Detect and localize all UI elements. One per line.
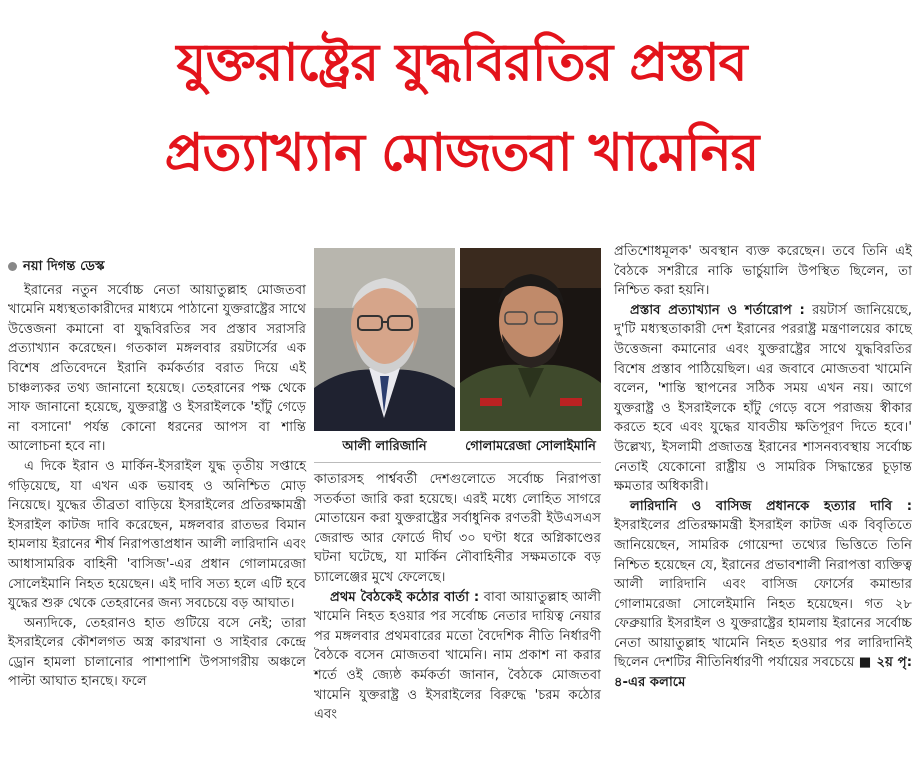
portrait-photo-icon bbox=[314, 248, 455, 431]
bullet-icon bbox=[8, 262, 17, 271]
photo-caption: গোলামরেজা সোলাইমানি bbox=[465, 439, 596, 454]
paragraph: এ দিকে ইরান ও মার্কিন-ইসরাইল যুদ্ধ তৃতীয় সপ্তাহে গড়িয়েছে, যা এখন এক ভয়াবহ ও অনিশ্চিত মোড় নিয়েছে। যুদ্ধের তীব্রতা বাড়িয়ে ইসরাইলের প্রতিরক্ষামন্ত্রী ইসরাইল কাটজ দাবি করেছেন, মঙ্গলবার রাতভর বিমান হামলায় ইরানের শীর্ষ নিরাপত্তাপ্রধান আলী লারিদানি এবং আধাসামরিক বাহিনী 'বাসিজ'-এর প্রধান গোলামরেজা সোলেইমানি নিহত হয়েছেন। এই দাবি সত্য হলে এটি হবে যুদ্ধের শুরু থেকে তেহরানের জন্য সবচেয়ে বড় আঘাত। bbox=[8, 458, 306, 612]
caption-divider bbox=[314, 462, 601, 463]
subheading: প্রথম বৈঠকেই কঠোর বার্তা : bbox=[330, 589, 480, 605]
article-column-2 bbox=[314, 470, 601, 725]
photo-gholamreza-soleimani bbox=[460, 248, 601, 431]
article-column-1 bbox=[8, 257, 306, 692]
portrait-photo-icon bbox=[460, 248, 601, 431]
subheading: লারিদানি ও বাসিজ প্রধানকে হত্যার দাবি : bbox=[630, 498, 912, 514]
photo-caption: আলী লারিজানি bbox=[342, 439, 427, 454]
continuation-note[interactable]: ■ ২য় পৃ: ৪-এর কলামে bbox=[614, 655, 912, 691]
paragraph: কাতারসহ পার্শ্ববর্তী দেশগুলোতে সর্বোচ্চ নিরাপত্তা সতর্কতা জারি করা হয়েছে। এরই মধ্যে লোহিত সাগরে মোতায়েন করা যুক্তরাষ্ট্রের সর্বাধুনিক রণতরী ইউএসএস জেরাল্ড আর ফোর্ডে দীর্ঘ ৩০ ঘণ্টা ধরে অগ্নিকাণ্ডের ঘটনা ঘটেছে, যা মার্কিন নৌবাহিনীর সক্ষমতাকে বড় চ্যালেঞ্জের মুখে ফেলেছে। bbox=[314, 472, 601, 585]
paragraph: অন্যদিকে, তেহরানও হাত গুটিয়ে বসে নেই; তারা ইসরাইলের কৌশলগত অস্ত্র কারখানা ও সাইবার কেন্দ্রে ড্রোন হামলা চালানোর পাশাপাশি উপসাগরীয় অঞ্চলে পাল্টা আঘাত হানছে। ফলে bbox=[8, 615, 306, 690]
headline-line-2: প্রত্যাখ্যান মোজতবা খামেনির bbox=[164, 123, 759, 183]
paragraph: ইরানের নতুন সর্বোচ্চ নেতা আয়াতুল্লাহ মোজতবা খামেনি মধ্যস্থতাকারীদের মাধ্যমে পাঠানো যুক্তরাষ্ট্রের সাথে উত্তেজনা কমানো বা যুদ্ধবিরতির সব প্রস্তাব সরাসরি প্রত্যাখ্যান করেছেন। গতকাল মঙ্গলবার রয়টার্সের এক বিশেষ প্রতিবেদনে ইরানি কর্মকর্তার বরাত দিয়ে এই চাঞ্চল্যকর তথ্য জানানো হয়েছে। তেহরানের পক্ষ থেকে সাফ জানানো হয়েছে, যুক্তরাষ্ট্র ও ইসরাইলকে 'হাঁটু গেড়ে না বসানো' পর্যন্ত কোনো ধরনের আপস বা শান্তি আলোচনা হবে না। bbox=[8, 282, 306, 455]
subheading: প্রস্তাব প্রত্যাখ্যান ও শর্তারোপ : bbox=[630, 302, 805, 318]
paragraph: প্রথম বৈঠকেই কঠোর বার্তা : বাবা আয়াতুল্লাহ আলী খামেনি নিহত হওয়ার পর সর্বোচ্চ নেতার দায়িত্ব নেয়ার পর মঙ্গলবার প্রথমবারের মতো বৈদেশিক নীতি নির্ধারণী বৈঠকে বসেন মোজতবা খামেনি। নাম প্রকাশ না করার শর্তে ওই জ্যেষ্ঠ কর্মকর্তা জানান, বৈঠকে মোজতবা খামেনি যুক্তরাষ্ট্র ও ইসরাইলের বিরুদ্ধে 'চরম কঠোর এবং bbox=[314, 589, 601, 723]
byline: নয়া দিগন্ত ডেস্ক bbox=[8, 257, 306, 277]
headline-line-1: যুক্তরাষ্ট্রের যুদ্ধবিরতির প্রস্তাব bbox=[176, 33, 747, 93]
paragraph: প্রস্তাব প্রত্যাখ্যান ও শর্তারোপ : রয়টার্স জানিয়েছে, দু'টি মধ্যস্থতাকারী দেশ ইরানের পররাষ্ট্র মন্ত্রণালয়ের কাছে উত্তেজনা কমানোর এবং যুক্তরাষ্ট্রের সাথে যুদ্ধবিরতির বিশেষ প্রস্তাব পাঠিয়েছিল। এর জবাবে মোজতবা খামেনি বলেন, 'শান্তি স্থাপনের সঠিক সময় এখন নয়। আগে যুক্তরাষ্ট্র ও ইসরাইলকে হাঁটু গেড়ে বসে পরাজয় স্বীকার করতে হবে এবং যুদ্ধের যাবতীয় ক্ষতিপূরণ দিতে হবে।' উল্লেখ্য, ইসলামী প্রজাতন্ত্র ইরানের শাসনব্যবস্থায় সর্বোচ্চ নেতাই যেকোনো রাষ্ট্রীয় ও সামরিক সিদ্ধান্তের চূড়ান্ত ক্ষমতার অধিকারী। bbox=[614, 302, 912, 495]
photo-ali-larijani bbox=[314, 248, 455, 431]
paragraph: লারিদানি ও বাসিজ প্রধানকে হত্যার দাবি : ইসরাইলের প্রতিরক্ষামন্ত্রী ইসরাইল কাটজ এক বিবৃতিতে জানিয়েছেন, সামরিক গোয়েন্দা তথ্যের ভিত্তিতে তিনি নিশ্চিত হয়েছেন যে, ইরানের প্রভাবশালী নিরাপত্তা ব্যক্তিত্ব আলী লারিদানি এবং বাসিজ ফোর্সের কমান্ডার গোলামরেজা সোলেইমানি নিহত হয়েছেন। গত ২৮ ফেব্রুয়ারি ইসরাইল ও যুক্তরাষ্ট্রের হামলায় ইরানের সর্বোচ্চ নেতা আয়াতুল্লাহ খামেনি নিহত হওয়ার পর লারিদানিই ছিলেন দেশটির নীতিনির্ধারণী পর্যায়ের সবচেয়ে ■ ২য় পৃ: ৪-এর কলামে bbox=[614, 498, 912, 691]
article-column-3 bbox=[614, 242, 912, 693]
paragraph: প্রতিশোধমূলক' অবস্থান ব্যক্ত করেছেন। তবে তিনি এই বৈঠকে সশরীরে নাকি ভার্চুয়ালি উপস্থিত ছিলেন, তা নিশ্চিত করা হয়নি। bbox=[614, 244, 912, 299]
